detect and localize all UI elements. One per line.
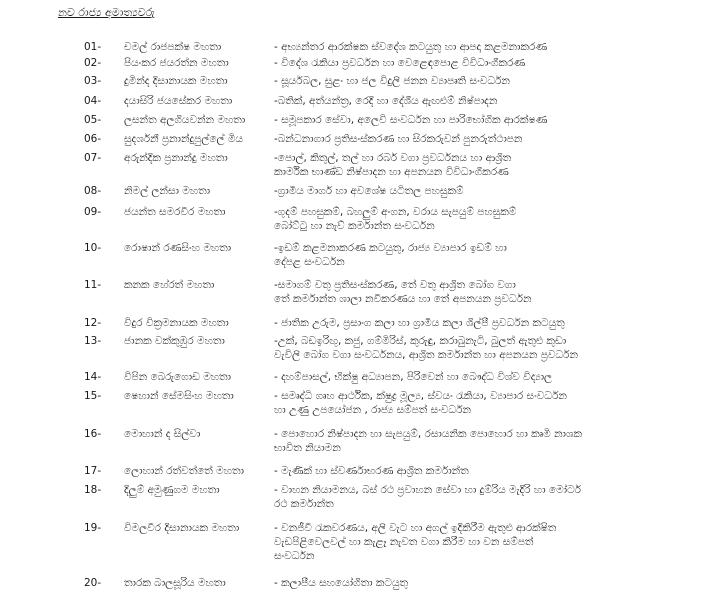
portfolio-line: - විදේශ රැකියා ප්‍රවර්ධන හා වෙළෙඳපොළ විවිධාංගීකරණ <box>274 57 526 69</box>
minister-name: සුදර්ශනී ප්‍රනාන්දුපුල්ලේ මිය <box>124 133 243 145</box>
portfolio <box>274 40 684 54</box>
portfolio-line: -උක්, බඩඉරිඟු, කජු, ගම්මිරිස්, කුරුඳු, කරාබුනැටි, බුලත් ඇතුළු කුඩා <box>274 335 567 347</box>
portfolio <box>274 151 684 179</box>
portfolio <box>274 316 684 330</box>
minister-name: ලසන්ත අලගියවන්න මහතා <box>124 114 246 126</box>
item-number: 02- <box>84 57 102 69</box>
item-number: 17- <box>84 465 102 477</box>
portfolio-line: දේපළ සංවර්ධන <box>274 256 345 268</box>
portfolio-line: - මැණික් හා ස්වර්ණාභරණ ආශ්‍රිත කර්මාන්ත <box>274 465 469 477</box>
portfolio-line: -බතික්, අත්යන්ත්‍ර, රෙදි හා දේශීය ඇඟළුම් නිෂ්පාදන <box>274 95 498 107</box>
minister-name: චමල් රාජපක්ෂ මහතා <box>124 41 222 53</box>
portfolio-line: වැඩපිළිවෙලවල් හා කැළෑ නැවත වගා කිරීම හා වන සම්පත් <box>274 536 534 548</box>
item-number: 13- <box>84 335 102 347</box>
portfolio <box>274 464 684 478</box>
item-number: 08- <box>84 185 102 197</box>
portfolio <box>274 370 684 384</box>
portfolio-line: - සමූපකාර සේවා, අලෙවි සංවර්ධන හා පාරිභෝගික ආරක්ෂණ <box>274 114 548 126</box>
item-number: 03- <box>84 75 102 87</box>
minister-name: විමලවීර දිසානායක මහතා <box>124 522 240 534</box>
minister-name: ජයන්ත සමරවීර මහතා <box>124 206 226 218</box>
minister-name: රොෂාන් රණසිංහ මහතා <box>124 242 232 254</box>
minister-name: දුමින්ද දිසානායක මහතා <box>124 75 228 87</box>
portfolio <box>274 427 684 455</box>
portfolio-line: තේ කර්මාන්ත ශාලා නවීකරණය හා තේ අපනයන ප්‍රවර්ධන <box>274 293 532 305</box>
portfolio-line: සංවර්ධන <box>274 550 315 562</box>
portfolio-line: - දහම්පාසල්, භික්ෂු අධ්‍යාපන, පිරිවෙන් හා බෞද්ධ විශ්ව විද්‍යාල <box>274 371 553 383</box>
portfolio-line: බෝට්ටු හා නැව් කර්මාන්ත සංවර්ධන <box>274 220 435 232</box>
portfolio-line: කාර්මික භාණ්ඩ නිෂ්පාදන හා අපනයන විවිධාංගීකරණ <box>274 166 509 178</box>
portfolio-line: -සමාගම් වතු ප්‍රතිසංස්කරණ, තේ වතු ආශ්‍රිත බෝග වගා <box>274 279 516 291</box>
portfolio-line: - කලාපීය සහයෝගිතා කටයුතු <box>274 577 409 589</box>
item-number: 06- <box>84 133 102 145</box>
portfolio <box>274 576 684 590</box>
item-number: 19- <box>84 522 102 534</box>
portfolio-line: - සමෘද්ධි ගෘහ ආර්ථික, ක්ෂුද්‍ර මූල්‍ය, ස්වයං රැකියා, ව්‍යාපාර සංවර්ධන <box>274 390 567 402</box>
portfolio-line: හා උණු උපයෝජන , රාජ්‍ය සම්පත් සංවර්ධන <box>274 404 472 416</box>
minister-name: කනක හේරත් මහතා <box>124 279 215 291</box>
item-number: 12- <box>84 317 102 329</box>
minister-name: ලොහාන් රත්වත්තේ මහතා <box>124 465 244 477</box>
minister-name: විදුර වික්‍රමනායක මහතා <box>124 317 229 329</box>
minister-name: තාරක බාලසූරිය මහතා <box>124 577 226 589</box>
portfolio-line: -පොල්, කිතුල්, තල් හා රබර් වගා ප්‍රවර්ධනය හා ආශ්‍රිත <box>274 152 512 164</box>
portfolio <box>274 521 684 563</box>
portfolio-line: - වාහන නියාමනය, බස් රථ ප්‍රවාහන සේවා හා දුම්රිය මැදිරි හා මෝටර් <box>274 484 581 496</box>
minister-name: නිමල් ලන්සා මහතා <box>124 185 211 197</box>
page-title: නව රාජ්‍ය අමාත්‍යවරු <box>58 6 155 19</box>
portfolio-line: රථ කර්මාන්ත <box>274 498 334 510</box>
minister-name: මොහාන් ද සිල්වා <box>124 428 201 440</box>
portfolio-line: - අභ්‍යන්තර ආරක්ෂක ස්වදේශ කටයුතු හා ආපදා කළමනාකරණ <box>274 41 548 53</box>
item-number: 16- <box>84 428 102 440</box>
minister-name: පියංකර ජයරත්න මහතා <box>124 57 229 69</box>
portfolio <box>274 389 684 417</box>
item-number: 05- <box>84 114 102 126</box>
item-number: 01- <box>84 41 102 53</box>
minister-name: ෂෙහාන් සේමසිංහ මහතා <box>124 390 234 402</box>
portfolio-line: -ග්‍රාමීය මාර්ග හා අවශේෂ යටිතල පහසුකම් <box>274 185 464 197</box>
item-number: 11- <box>84 279 102 291</box>
portfolio <box>274 184 684 198</box>
minister-name: ජානක වක්කුඹුර මහතා <box>124 335 225 347</box>
portfolio <box>274 241 684 269</box>
item-number: 10- <box>84 242 102 254</box>
item-number: 09- <box>84 206 102 218</box>
item-number: 07- <box>84 152 102 164</box>
portfolio <box>274 132 684 146</box>
minister-name: විපින බෙරුගොඩ මහතා <box>124 371 231 383</box>
item-number: 15- <box>84 390 102 402</box>
portfolio <box>274 74 684 88</box>
item-number: 18- <box>84 484 102 496</box>
minister-name: අරුන්දික ප්‍රනාන්දු මහතා <box>124 152 228 164</box>
portfolio <box>274 56 684 70</box>
item-number: 14- <box>84 371 102 383</box>
portfolio-line: -ඉඩම් කළමනාකරණ කටයුතු, රාජ්‍ය ව්‍යාපාර ඉඩම් හා <box>274 242 507 254</box>
minister-name: දිලුම් අමුණුගම මහතා <box>124 484 220 496</box>
portfolio-line: භාවිත නියාමන <box>274 442 341 454</box>
portfolio-line: - සූර්යබල, සුළං හා ජල විදුලි ජනන ව්‍යාපෘති සංවර්ධන <box>274 75 510 87</box>
portfolio-line: - ජාතික උරුම, ප්‍රසාංග කලා හා ග්‍රාමීය කලා ශිල්පී ප්‍රවර්ධන කටයුතු <box>274 317 565 329</box>
portfolio <box>274 113 684 127</box>
portfolio <box>274 278 684 306</box>
portfolio-line: -බන්ධනාගාර ප්‍රතිසංස්කරණ හා සිරකරුවන් පුනරුත්ථාපන <box>274 133 523 145</box>
portfolio <box>274 94 684 108</box>
item-number: 04- <box>84 95 102 107</box>
portfolio <box>274 483 684 511</box>
portfolio-line: - පොහොර නිෂ්පාදන හා සැපයුම්, රසායනික පොහොර හා කෘමි නාශක <box>274 428 583 440</box>
minister-name: දයාසිරි ජයසේකර මහතා <box>124 95 233 107</box>
portfolio-line: -ගුදම් පහසුකම්, බහලුම් අංගන, වරාය සැපයුම් පහසුකම් <box>274 206 517 218</box>
portfolio-line: වැවිලි බෝග වගා සංවර්ධනය, ආශ්‍රිත කර්මාන්ත හා අපනයන ප්‍රවර්ධන <box>274 349 579 361</box>
portfolio <box>274 205 684 233</box>
portfolio <box>274 334 684 362</box>
item-number: 20- <box>84 577 102 589</box>
portfolio-line: - වනජීවී රැකවරණය, අලි වැට හා අගල් ඉදිකිරීම ඇතුළු ආරක්ෂිත <box>274 522 557 534</box>
